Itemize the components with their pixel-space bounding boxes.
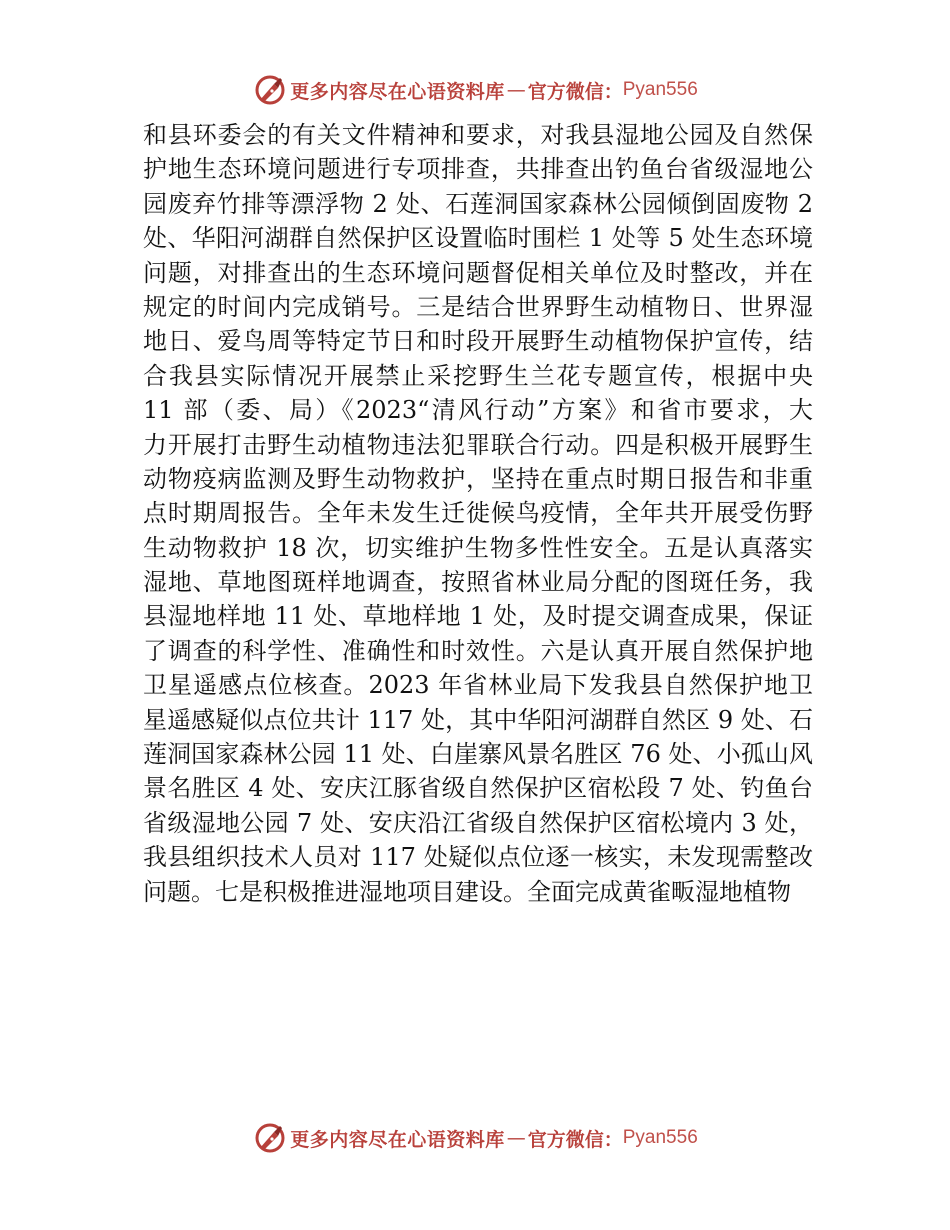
text-line: 处、华阳河湖群自然保护区设置临时围栏 1 处等 5 处生态环境 [143, 224, 813, 253]
text-line: 了调查的科学性、准确性和时效性。六是认真开展自然保护地 [143, 636, 813, 665]
text-line: 省级湿地公园 7 处、安庆沿江省级自然保护区宿松境内 3 处， [143, 808, 813, 837]
text-line: 湿地、草地图斑样地调查，按照省林业局分配的图斑任务，我 [143, 568, 813, 597]
watermark-text: 更多内容尽在心语资料库 [290, 1128, 505, 1151]
text-line: 园废弃竹排等漂浮物 2 处、石莲洞国家森林公园倾倒固废物 2 [143, 189, 813, 218]
watermark-dash: — [506, 1127, 526, 1149]
text-line: 我县组织技术人员对 117 处疑似点位逐一核实，未发现需整改 [143, 843, 813, 872]
watermark-dash: — [506, 79, 526, 101]
text-line: 力开展打击野生动植物违法犯罪联合行动。四是积极开展野生 [143, 430, 813, 459]
text-line: 规定的时间内完成销号。三是结合世界野生动植物日、世界湿 [143, 292, 813, 321]
header-watermark [0, 70, 950, 110]
footer-watermark [0, 1118, 950, 1158]
text-line: 景名胜区 4 处、安庆江豚省级自然保护区宿松段 7 处、钓鱼台 [143, 774, 813, 803]
text-line: 问题。七是积极推进湿地项目建设。全面完成黄雀畈湿地植物 [143, 877, 791, 906]
text-line: 地日、爱鸟周等特定节日和时段开展野生动植物保护宣传，结 [143, 327, 813, 356]
text-line: 动物疫病监测及野生动物救护，坚持在重点时期日报告和非重 [143, 464, 813, 493]
watermark-wechat-id: Pyan556 [622, 79, 698, 100]
watermark-wechat-id: Pyan556 [622, 1127, 698, 1148]
text-line: 莲洞国家森林公园 11 处、白崖寨风景名胜区 76 处、小孤山风 [143, 740, 813, 769]
fountain-pen-circle-icon [252, 1120, 288, 1156]
text-line: 合我县实际情况开展禁止采挖野生兰花专题宣传，根据中央 [143, 361, 813, 390]
text-line: 11 部（委、局）《2023“清风行动”方案》和省市要求，大 [143, 396, 813, 425]
text-line: 和县环委会的有关文件精神和要求，对我县湿地公园及自然保 [143, 121, 813, 149]
text-line: 星遥感疑似点位共计 117 处，其中华阳河湖群自然区 9 处、石 [143, 705, 813, 734]
watermark-text: 更多内容尽在心语资料库 [290, 80, 505, 103]
text-line: 问题，对排查出的生态环境问题督促相关单位及时整改，并在 [143, 258, 813, 287]
body-paragraph [143, 118, 813, 909]
text-line: 生动物救护 18 次，切实维护生物多性性安全。五是认真落实 [143, 533, 813, 562]
watermark-wechat-label: 官方微信： [527, 80, 623, 103]
text-line: 卫星遥感点位核查。2023 年省林业局下发我县自然保护地卫 [143, 671, 813, 700]
text-line: 点时期周报告。全年未发生迁徙候鸟疫情，全年共开展受伤野 [143, 499, 813, 528]
fountain-pen-circle-icon [252, 72, 288, 108]
text-line: 护地生态环境问题进行专项排查，共排查出钓鱼台省级湿地公 [143, 155, 813, 184]
text-line: 县湿地样地 11 处、草地样地 1 处，及时提交调查成果，保证 [143, 602, 813, 631]
watermark-wechat-label: 官方微信： [527, 1128, 623, 1151]
